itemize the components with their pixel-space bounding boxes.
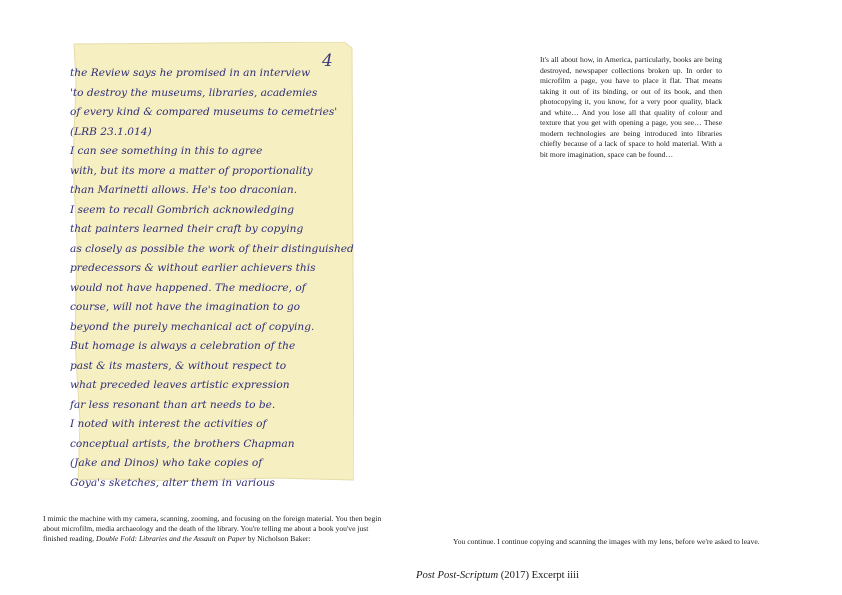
- handwritten-line: would not have happened. The mediocre, of: [70, 281, 306, 294]
- handwritten-line: what preceded leaves artistic expression: [70, 379, 290, 391]
- handwritten-line: of every kind & compared museums to cemetries': [70, 106, 338, 118]
- footer-work-title: Post Post-Scriptum: [416, 570, 499, 581]
- handwritten-line: I can see something in this to agree: [70, 145, 263, 157]
- handwritten-line: the Review says he promised in an interview: [70, 67, 311, 79]
- handwritten-line: I noted with interest the activities of: [70, 418, 267, 430]
- caption-left-text: I mimic the machine with my camera, scanning, zooming, and focusing on the foreign material. You then begin about microfilm, media archaeology and the death of the library. You're telling me about a book you've just finished reading,: [43, 514, 382, 543]
- footer-excerpt: (2017) Excerpt iiii: [498, 570, 580, 581]
- handwritten-line: past & its masters, & without respect to: [70, 359, 287, 372]
- handwritten-line: Goya's sketches, alter them in various: [70, 476, 275, 489]
- handwritten-text: [70, 64, 354, 493]
- handwritten-line: course, will not have the imagination to go: [70, 301, 300, 313]
- handwritten-line: far less resonant than art needs to be.: [70, 398, 276, 411]
- handwritten-line: that painters learned their craft by copying: [70, 223, 304, 235]
- book-title: Double Fold: Libraries and the Assault: [95, 534, 216, 543]
- handwritten-line: (LRB 23.1.014): [70, 125, 152, 138]
- handwritten-line: I seem to recall Gombrich acknowledging: [70, 203, 295, 216]
- handwritten-line: with, but its more a matter of proportionality: [70, 164, 313, 177]
- caption-left-text-end: by Nicholson Baker:: [245, 534, 311, 543]
- handwritten-letter-photo: [64, 42, 354, 489]
- handwritten-line: as closely as possible the work of their distinguished: [70, 242, 354, 255]
- handwritten-line: than Marinetti allows. He's too draconian.: [70, 184, 298, 196]
- handwritten-line: 'to destroy the museums, libraries, academies: [70, 86, 318, 99]
- caption-right: You continue. I continue copying and scanning the images with my lens, before we're asked to leave.: [453, 537, 760, 546]
- footer-title: [416, 570, 579, 581]
- handwritten-line: (Jake and Dinos) who take copies of: [70, 457, 263, 469]
- handwritten-line: conceptual artists, the brothers Chapman: [70, 437, 295, 450]
- book-title-end: Paper: [227, 534, 246, 543]
- quote-text: It's all about how, in America, particularly, books are being destroyed, newspaper collections broken up. In order to microfilm a page, you have to place it flat. That means taking it out of its binding, or out of its book, and then photocopying it, you know, for a very poor quality, black and white… And you lose all that quality of colour and texture that you get with opening a page, you see… These modern technologies are being introduced into libraries chiefly because of a lack of space to hold material. With a bit more imagination, space can be found…: [540, 55, 722, 159]
- page-number-circled: 4: [322, 51, 333, 71]
- handwritten-line: But homage is always a celebration of the: [70, 340, 296, 352]
- handwritten-line: predecessors & without earlier achievers this: [70, 262, 316, 274]
- handwritten-line: beyond the purely mechanical act of copying.: [70, 320, 315, 333]
- caption-left: [43, 514, 388, 544]
- caption-left-text-mid: on: [215, 534, 228, 543]
